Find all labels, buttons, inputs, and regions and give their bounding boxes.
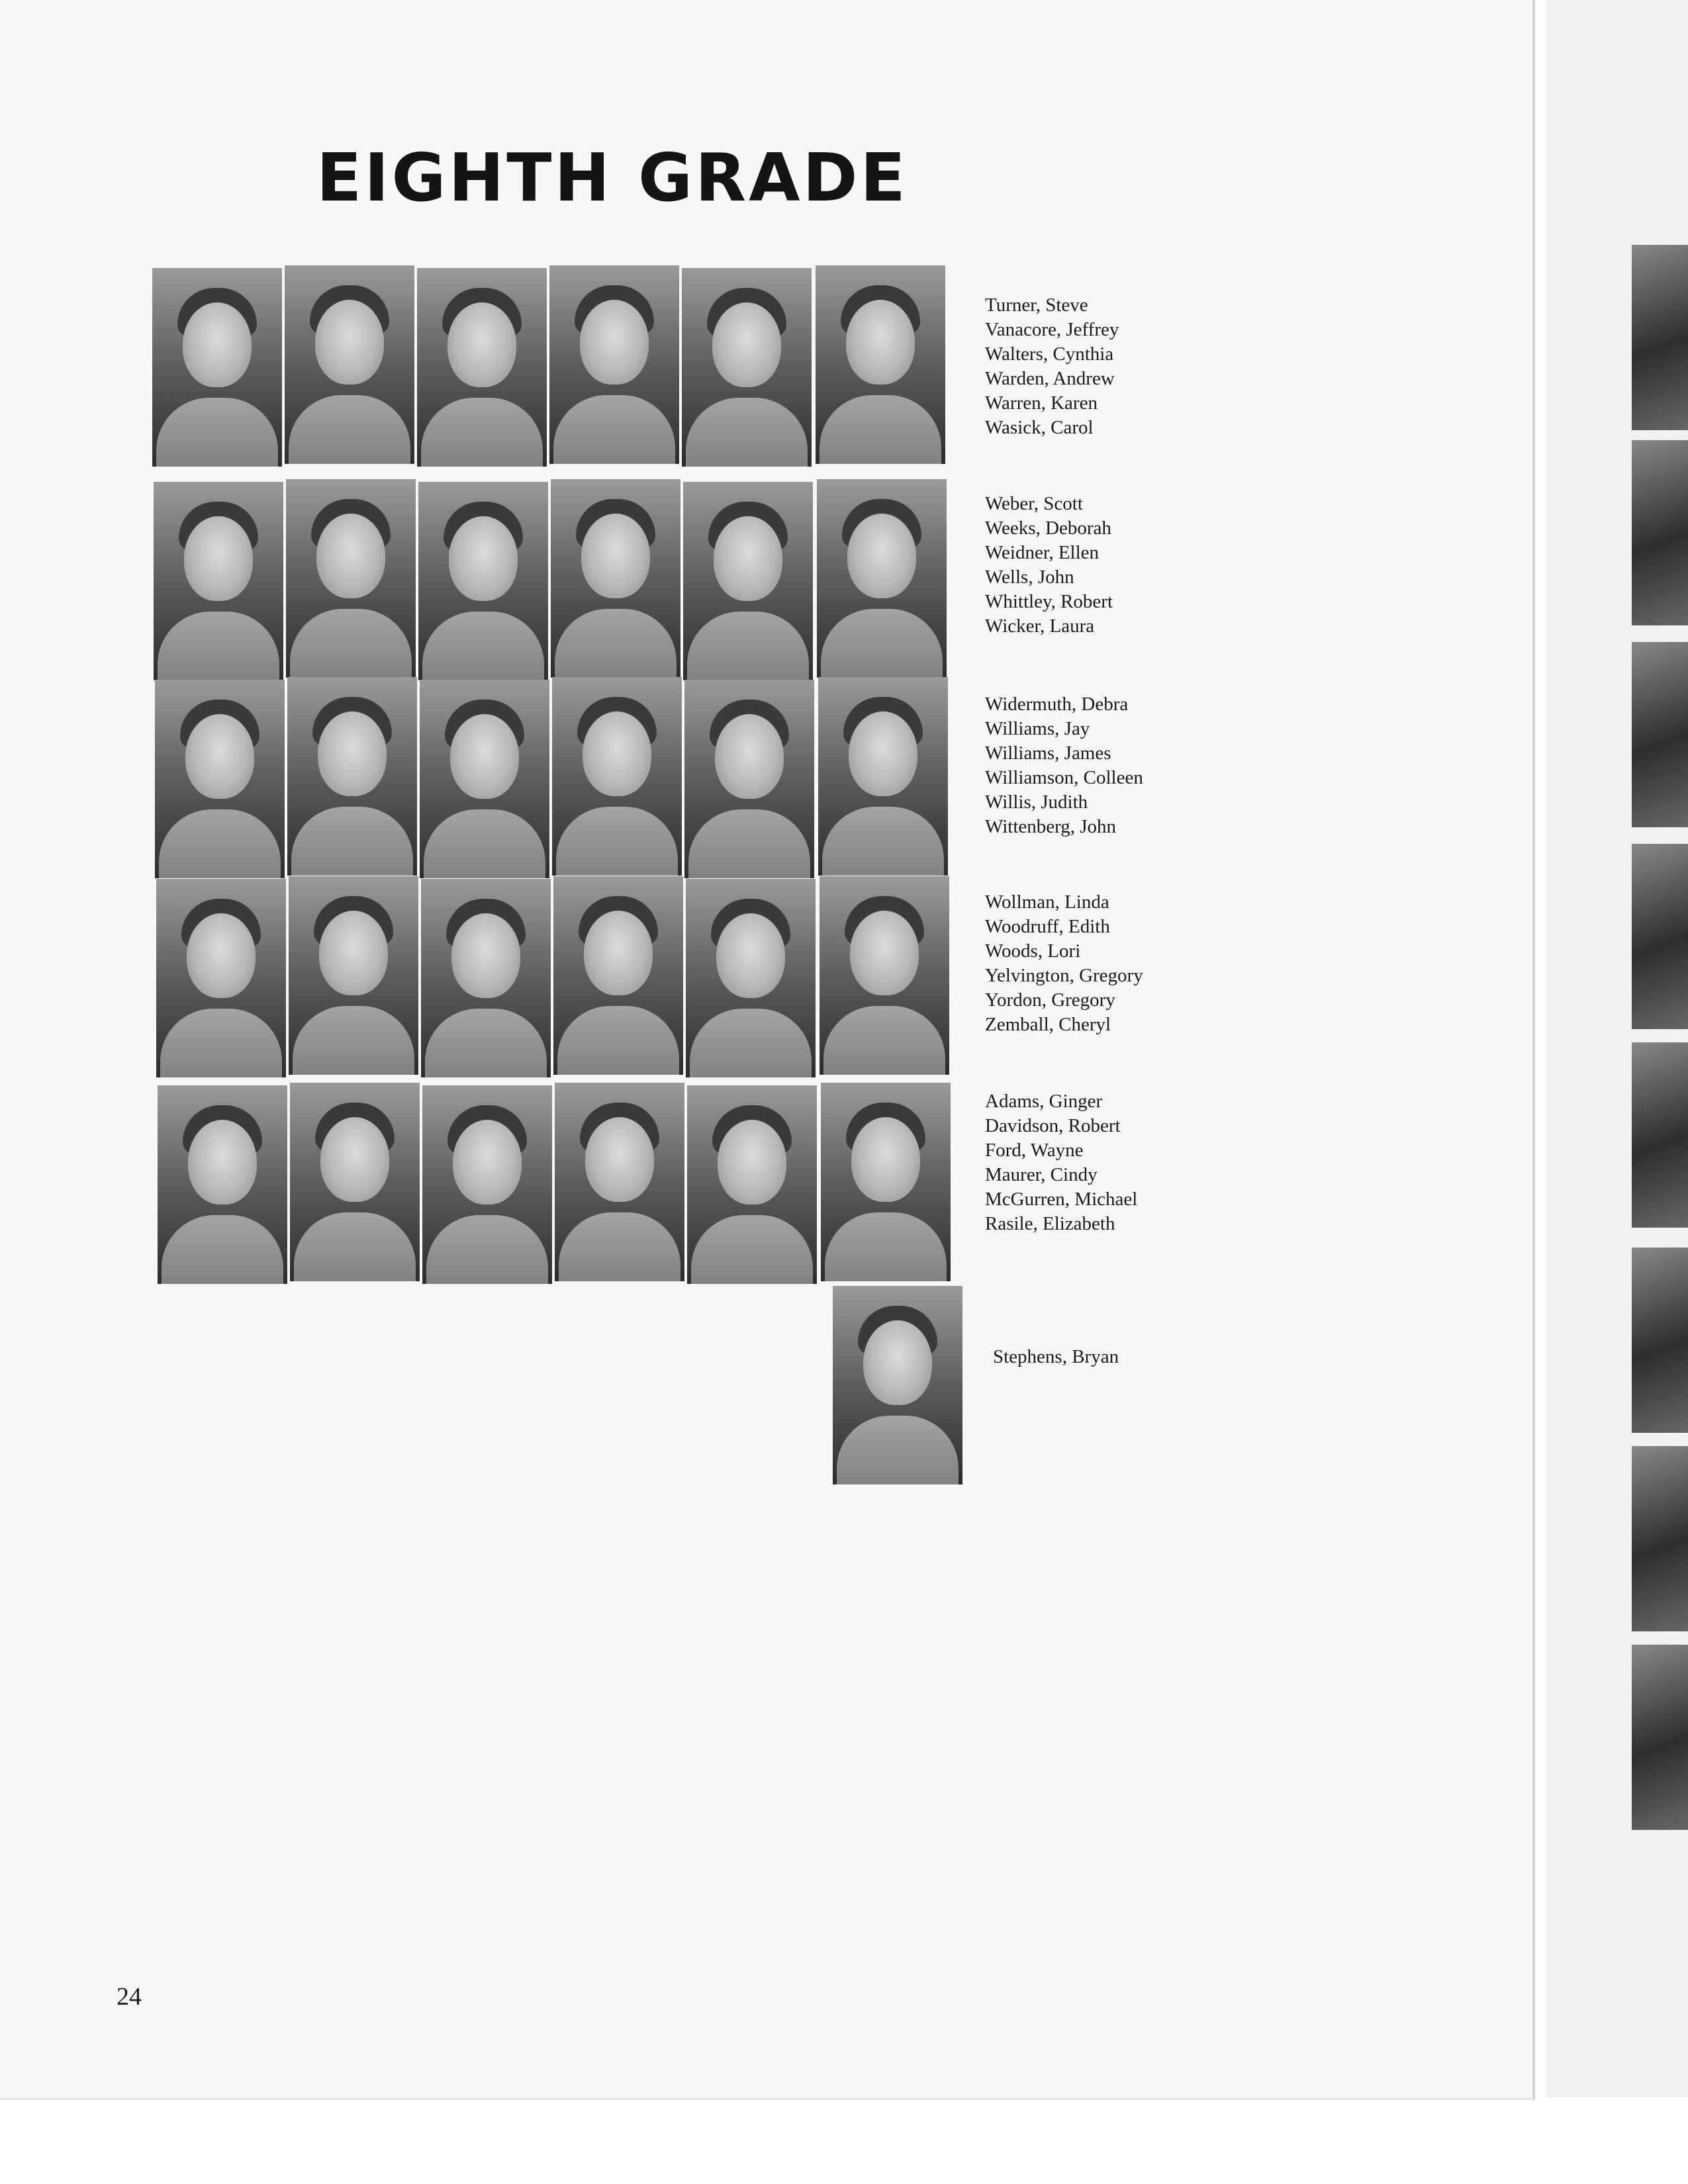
student-portrait [421, 879, 551, 1077]
student-name: Warden, Andrew [985, 368, 1115, 389]
student-portrait [821, 1083, 951, 1281]
student-portrait [686, 879, 816, 1077]
student-portrait [152, 268, 282, 467]
student-name: Weber, Scott [985, 493, 1083, 514]
name-list-row-6 [993, 1345, 1119, 1369]
name-list-row-3 [985, 692, 1143, 839]
adjacent-portrait [1632, 1446, 1688, 1631]
student-portrait [553, 876, 683, 1075]
student-name: Willis, Judith [985, 792, 1088, 813]
student-name: Wasick, Carol [985, 417, 1094, 438]
student-name: Weeks, Deborah [985, 518, 1111, 539]
student-name: Vanacore, Jeffrey [985, 319, 1119, 340]
name-list-row-5 [985, 1089, 1137, 1236]
student-portrait [418, 482, 548, 680]
student-portrait [286, 479, 416, 678]
student-portrait [682, 268, 812, 467]
student-name: Woods, Lori [985, 940, 1081, 962]
student-name: Wells, John [985, 567, 1074, 588]
student-portrait [158, 1085, 287, 1284]
student-portrait [551, 479, 680, 678]
student-name: Williams, James [985, 743, 1111, 764]
student-name: Ford, Wayne [985, 1140, 1084, 1161]
student-name: Stephens, Bryan [993, 1346, 1119, 1367]
student-name: Wittenberg, John [985, 816, 1117, 837]
adjacent-portrait [1632, 245, 1688, 430]
student-name: McGurren, Michael [985, 1189, 1138, 1210]
student-portrait [817, 479, 947, 678]
student-portrait [422, 1085, 552, 1284]
student-portrait [287, 677, 417, 876]
page-title: EIGHTH GRADE [316, 139, 908, 216]
student-name: Walters, Cynthia [985, 343, 1114, 365]
student-name: Yordon, Gregory [985, 989, 1115, 1011]
student-name: Warren, Karen [985, 392, 1098, 414]
student-portrait [154, 482, 283, 680]
adjacent-portrait [1632, 1248, 1688, 1433]
student-portrait [285, 265, 414, 464]
name-list-row-1 [985, 293, 1119, 440]
student-name: Williamson, Colleen [985, 767, 1143, 788]
student-portrait [684, 680, 814, 878]
student-portrait [552, 677, 682, 876]
student-name: Woodruff, Edith [985, 916, 1110, 937]
adjacent-portrait [1632, 1645, 1688, 1830]
name-list-row-4 [985, 890, 1143, 1037]
student-name: Maurer, Cindy [985, 1164, 1098, 1185]
student-portrait [816, 265, 945, 464]
student-portrait [289, 876, 418, 1075]
student-portrait [833, 1286, 962, 1484]
student-name: Whittley, Robert [985, 591, 1113, 612]
student-name: Weidner, Ellen [985, 542, 1100, 563]
student-name: Davidson, Robert [985, 1115, 1121, 1136]
student-portrait [683, 482, 813, 680]
student-name: Turner, Steve [985, 295, 1088, 316]
student-portrait [420, 680, 549, 878]
student-portrait [549, 265, 679, 464]
student-name: Wollman, Linda [985, 891, 1109, 913]
student-name: Wicker, Laura [985, 615, 1095, 637]
student-name: Adams, Ginger [985, 1091, 1103, 1112]
student-name: Williams, Jay [985, 718, 1090, 739]
student-portrait [156, 879, 286, 1077]
student-portrait [290, 1083, 420, 1281]
student-name: Yelvington, Gregory [985, 965, 1143, 986]
name-list-row-2 [985, 492, 1113, 639]
student-portrait [687, 1085, 817, 1284]
student-portrait [820, 876, 949, 1075]
adjacent-portrait [1632, 642, 1688, 827]
student-name: Widermuth, Debra [985, 694, 1129, 715]
student-name: Zemball, Cheryl [985, 1014, 1111, 1035]
student-portrait [417, 268, 547, 467]
adjacent-portrait [1632, 440, 1688, 625]
student-portrait [555, 1083, 684, 1281]
adjacent-portrait [1632, 1042, 1688, 1228]
student-name: Rasile, Elizabeth [985, 1213, 1115, 1234]
adjacent-portrait [1632, 844, 1688, 1029]
page-number: 24 [117, 1983, 142, 2011]
student-portrait [155, 680, 285, 878]
student-portrait [818, 677, 948, 876]
